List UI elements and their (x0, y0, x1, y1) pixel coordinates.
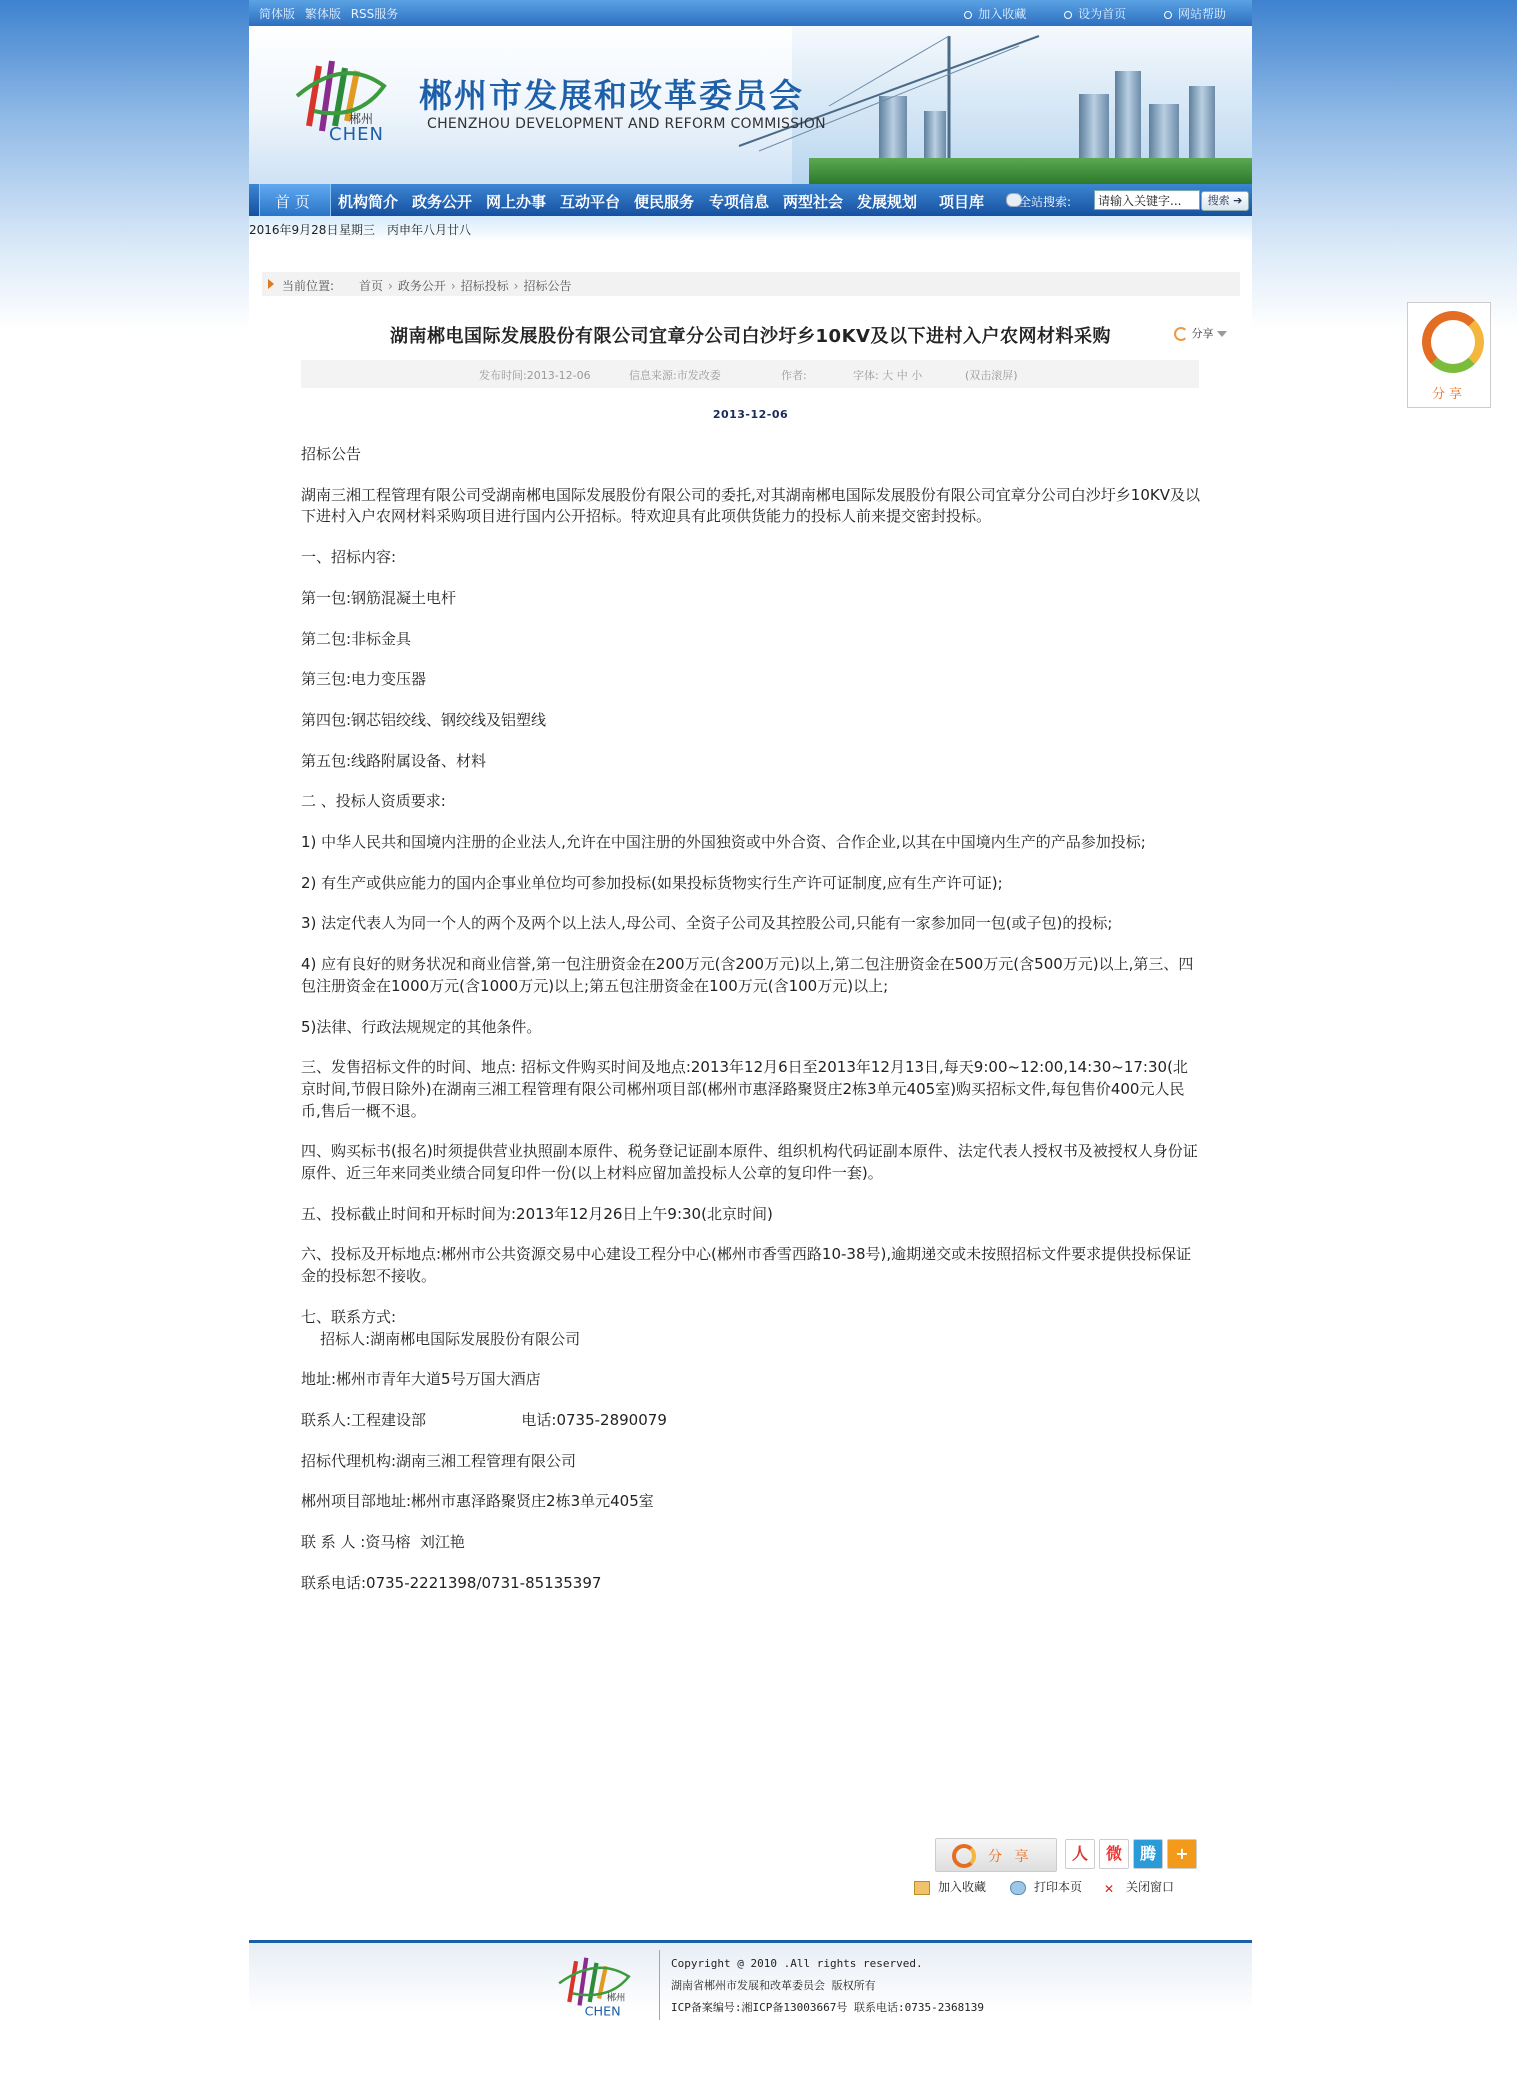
article-date: 2013-12-06 (712, 408, 789, 421)
logo-cn-small: 郴州 (349, 112, 374, 126)
top-utility-bar (249, 0, 1252, 26)
chevron-down-icon (1217, 331, 1227, 337)
nav-item-special-info[interactable]: 专项信息 (709, 193, 770, 211)
contact-line: 联 系 人 :资马榕 刘江艳 (301, 1533, 465, 1552)
share-logo-icon (952, 1844, 976, 1868)
date-bar (249, 216, 1252, 242)
logo-en-small: CHEN (329, 124, 384, 145)
paragraph: 湖南三湘工程管理有限公司受湖南郴电国际发展股份有限公司的委托,对其湖南郴电国际发展股份有限公司宜章分公司白沙圩乡10KV及以下进村入户农网材料采购项目进行国内公开招标。特欢迎具有此项供货能力的投标人前来提交密封投标。 (301, 485, 1200, 526)
search-button-label: 搜索 (1207, 194, 1230, 207)
action-close-label: 关闭窗口 (1126, 1880, 1175, 1894)
share-button[interactable] (935, 1838, 1057, 1872)
action-print[interactable] (1010, 1878, 1082, 1895)
contact-line: 地址:郴州市青年大道5号万国大酒店 (301, 1370, 541, 1389)
paragraph: 四、购买标书(报名)时须提供营业执照副本原件、税务登记证副本原件、组织机构代码证副本原件、法定代表人授权书及被授权人身份证原件、近三年来同类业绩合同复印件一份(以上材料应留加盖投标人公章的复印件一套)。 (301, 1142, 1198, 1183)
side-share-widget[interactable] (1407, 302, 1491, 408)
paragraph: 第五包:线路附属设备、材料 (301, 751, 487, 770)
meta-author: 作者: (781, 369, 807, 382)
nav-item-public-services[interactable]: 便民服务 (634, 193, 695, 211)
share-label: 分 享 (988, 1849, 1033, 1865)
footer-separator (659, 1950, 660, 2020)
meta-source: 信息来源:市发改委 (629, 369, 721, 382)
share-bar (935, 1838, 1199, 1870)
lunar-date: 丙申年八月廿八 (387, 223, 472, 237)
breadcrumb-gov-affairs[interactable]: 政务公开 (397, 279, 446, 293)
nav-item-two-type-society[interactable]: 两型社会 (783, 193, 844, 211)
footer-owner: 湖南省郴州市发展和改革委员会 版权所有 (671, 1979, 876, 1992)
contact-tenderer: 招标人:湖南郴电国际发展股份有限公司 (301, 1329, 581, 1348)
current-weekday: 星期三 (339, 223, 376, 237)
building-graphic (1079, 94, 1109, 166)
current-date: 2016年9月28日 (249, 223, 339, 237)
contact-line: 联系电话:0735-2221398/0731-85135397 (301, 1573, 602, 1592)
svg-text:郴州: 郴州 (606, 1992, 626, 2004)
building-graphic (1189, 86, 1215, 166)
contact-heading: 七、联系方式: (301, 1307, 397, 1326)
utility-links (930, 5, 1226, 22)
action-add-favorite[interactable] (914, 1878, 986, 1895)
footer-icp[interactable]: ICP备案编号:湘ICP备13003667号 联系电话:0735-2368139 (671, 2001, 985, 2014)
paragraph: 五、投标截止时间和开标时间为:2013年12月26日上午9:30(北京时间) (301, 1204, 773, 1223)
paragraph: 三、发售招标文件的时间、地点: 招标文件购买时间及地点:2013年12月6日至2013年12月13日,每天9:00~12:00,14:30~17:30(北京时间,节假日除外)在湖南三湘工程管理有限公司郴州项目部(郴州市惠泽路聚贤庄2栋3单元405室)购买招标文件,每包售价400元人民币,售后一概不退。 (301, 1058, 1188, 1120)
nav-item-planning[interactable]: 发展规划 (857, 193, 918, 211)
site-title-en: CHENZHOU DEVELOPMENT AND REFORM COMMISSION (427, 116, 826, 132)
close-icon: ✕ (1104, 1881, 1115, 1896)
building-graphic (1149, 104, 1179, 166)
share-ring-icon (1174, 327, 1188, 341)
footer-text (671, 1953, 984, 2019)
meta-double-click-scroll: (双击滚屏) (965, 369, 1018, 382)
paragraph: 1) 中华人民共和国境内注册的企业法人,允许在中国注册的外国独资或中外合资、合作企业,以其在中国境内生产的产品参加投标; (301, 833, 1146, 852)
paragraph: 第一包:钢筋混凝土电杆 (301, 588, 457, 607)
search-button[interactable]: 搜索 ➔ (1201, 191, 1249, 211)
action-print-label: 打印本页 (1034, 1880, 1083, 1894)
tencent-share-icon[interactable]: 腾 (1133, 1839, 1163, 1869)
article-body (301, 444, 1201, 1614)
contact-line: 招标代理机构:湖南三湘工程管理有限公司 (301, 1451, 577, 1470)
link-site-help[interactable]: 网站帮助 (1164, 7, 1226, 21)
site-title: 郴州市发展和改革委员会 (419, 76, 804, 115)
nav-item-about[interactable]: 机构简介 (338, 193, 399, 211)
breadcrumb-separator-icon: › (450, 279, 456, 293)
paragraph: 六、投标及开标地点:郴州市公共资源交易中心建设工程分中心(郴州市香雪西路10-38号),逾期递交或未按照招标文件要求提供投标保证金的投标恕不接收。 (301, 1245, 1192, 1286)
footer-logo-icon (554, 1950, 639, 2020)
paragraph: 第四包:钢芯铝绞线、钢绞线及铝塑线 (301, 710, 547, 729)
weibo-share-icon[interactable]: 微 (1099, 1839, 1129, 1869)
paragraph: 第三包:电力变压器 (301, 670, 427, 689)
paragraph: 二 、投标人资质要求: (301, 792, 446, 811)
share-dropdown-label: 分享 (1191, 327, 1214, 340)
paragraph: 招标公告 (301, 445, 362, 463)
building-graphic (1115, 71, 1141, 166)
more-share-icon[interactable]: + (1167, 1839, 1197, 1869)
paragraph: 一、招标内容: (301, 548, 397, 567)
share-dropdown[interactable] (1174, 325, 1227, 341)
nav-item-projects[interactable]: 项目库 (939, 193, 985, 211)
paragraph: 2) 有生产或供应能力的国内企事业单位均可参加投标(如果投标货物实行生产许可证制度,应有生产许可证); (301, 873, 1003, 892)
side-share-label: 分享 (1431, 387, 1466, 402)
favorite-icon (914, 1881, 930, 1895)
breadcrumb-label: 当前位置: (282, 279, 335, 293)
breadcrumb-home[interactable]: 首页 (359, 279, 384, 293)
breadcrumb (262, 272, 1240, 296)
language-links (259, 5, 404, 22)
share-logo-icon (1422, 311, 1484, 373)
paragraph: 第二包:非标金具 (301, 629, 412, 648)
action-add-favorite-label: 加入收藏 (938, 1880, 987, 1894)
nav-item-online-services[interactable]: 网上办事 (486, 193, 547, 211)
breadcrumb-bidding[interactable]: 招标投标 (460, 279, 509, 293)
meta-published: 发布时间:2013-12-06 (479, 369, 591, 382)
nav-item-interaction[interactable]: 互动平台 (560, 193, 621, 211)
svg-text:CHEN: CHEN (584, 2004, 621, 2020)
breadcrumb-separator-icon: › (513, 279, 519, 293)
nav-item-home[interactable]: 首 页 (275, 193, 310, 211)
article-title: 湖南郴电国际发展股份有限公司宜章分公司白沙圩乡10KV及以下进村入户农网材料采购 (390, 326, 1111, 347)
footer-copyright: Copyright @ 2010 .All rights reserved. (671, 1957, 923, 1970)
paragraph: 3) 法定代表人为同一个人的两个及两个以上法人,母公司、全资子公司及其控股公司,只能有一家参加同一包(或子包)的投标; (301, 914, 1113, 933)
link-add-favorite[interactable]: 加入收藏 (964, 7, 1026, 21)
search-input[interactable] (1094, 190, 1200, 210)
paragraph: 5)法律、行政法规规定的其他条件。 (301, 1017, 542, 1036)
contact-line: 联系人:工程建设部 电话:0735-2890079 (301, 1410, 667, 1429)
print-icon (1010, 1881, 1026, 1895)
search-label: 全站搜索: (1019, 195, 1072, 209)
main-nav (249, 184, 1252, 216)
article-meta (301, 360, 1199, 388)
breadcrumb-separator-icon: › (388, 279, 393, 293)
breadcrumb-notice[interactable]: 招标公告 (523, 279, 572, 293)
link-simplified[interactable]: 简体版 (259, 7, 296, 21)
link-traditional[interactable]: 繁体版 (304, 7, 341, 21)
contact-line: 郴州项目部地址:郴州市惠泽路聚贤庄2栋3单元405室 (301, 1492, 654, 1511)
header-banner (249, 26, 1252, 184)
nav-item-gov-affairs[interactable]: 政务公开 (412, 193, 473, 211)
breadcrumb-path (359, 277, 572, 294)
action-close[interactable] (1104, 1878, 1174, 1895)
link-rss[interactable]: RSS服务 (350, 7, 399, 21)
renren-share-icon[interactable]: 人 (1065, 1839, 1095, 1869)
link-set-homepage[interactable]: 设为首页 (1064, 7, 1126, 21)
breadcrumb-arrow-icon (268, 279, 274, 289)
meta-font-size[interactable]: 字体: 大 中 小 (853, 369, 923, 382)
paragraph: 4) 应有良好的财务状况和商业信誉,第一包注册资金在200万元(含200万元)以上,第二包注册资金在500万元(含500万元)以上,第三、四包注册资金在1000万元(含1000万元)以上;第五包注册资金在100万元(含100万元)以上; (301, 955, 1194, 995)
banner-grass (809, 158, 1252, 184)
page-container (249, 0, 1252, 2078)
